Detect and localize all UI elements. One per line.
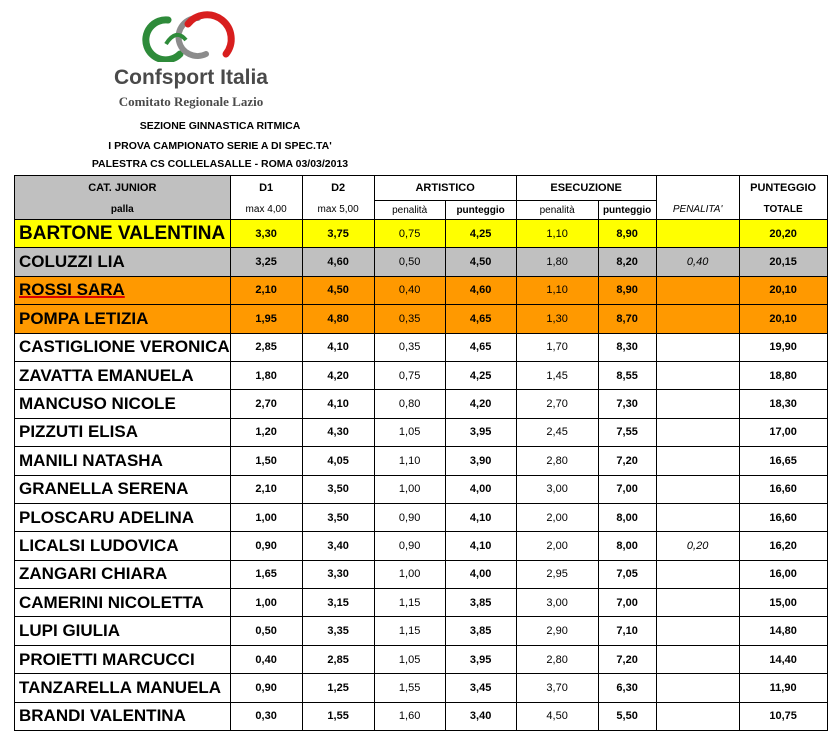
ese-punteggio: 7,00 <box>598 475 656 503</box>
d1-score: 0,30 <box>230 702 302 730</box>
d2-score: 3,15 <box>302 589 374 617</box>
d1-score: 1,20 <box>230 418 302 446</box>
penalita-value <box>656 560 739 588</box>
art-punteggio: 4,65 <box>445 333 516 361</box>
esecuzione-header: ESECUZIONE <box>516 176 656 201</box>
ese-penalita: 3,00 <box>516 589 598 617</box>
d1-score: 0,90 <box>230 674 302 702</box>
ese-penalita: 1,70 <box>516 333 598 361</box>
ese-punteggio: 7,10 <box>598 617 656 645</box>
penalita-value <box>656 645 739 673</box>
header-row-1 <box>15 176 828 201</box>
penalita-value <box>656 702 739 730</box>
ese-penalita: 2,70 <box>516 390 598 418</box>
athlete-name: COLUZZI LIA <box>15 248 231 276</box>
total-score: 16,60 <box>739 475 827 503</box>
d2-score: 4,20 <box>302 361 374 389</box>
ese-punteggio: 8,00 <box>598 503 656 531</box>
artistico-header: ARTISTICO <box>374 176 516 201</box>
d1-score: 1,00 <box>230 503 302 531</box>
art-penalita: 0,75 <box>374 220 445 248</box>
logo-subtitle: Comitato Regionale Lazio <box>118 94 264 109</box>
art-penalita: 0,75 <box>374 361 445 389</box>
d1-score: 2,70 <box>230 390 302 418</box>
art-punteggio: 4,60 <box>445 276 516 304</box>
ese-punteggio: 7,30 <box>598 390 656 418</box>
athlete-name: BARTONE VALENTINA <box>15 220 231 248</box>
d1-score: 2,10 <box>230 475 302 503</box>
d2-score: 4,60 <box>302 248 374 276</box>
art-punteggio-header: punteggio <box>445 201 516 220</box>
d1-score: 1,65 <box>230 560 302 588</box>
d2-score: 4,80 <box>302 305 374 333</box>
penalita-value <box>656 220 739 248</box>
art-punteggio: 3,85 <box>445 617 516 645</box>
athlete-name: CASTIGLIONE VERONICA <box>15 333 231 361</box>
art-punteggio: 3,90 <box>445 447 516 475</box>
ese-penalita: 1,10 <box>516 220 598 248</box>
header-row-2 <box>15 201 828 220</box>
d2-score: 3,75 <box>302 220 374 248</box>
ese-punteggio: 7,20 <box>598 447 656 475</box>
total-score: 17,00 <box>739 418 827 446</box>
table-row <box>15 305 828 333</box>
ese-punteggio-header: punteggio <box>598 201 656 220</box>
art-penalita: 0,90 <box>374 532 445 560</box>
athlete-name: PROIETTI MARCUCCI <box>15 645 231 673</box>
section-title: SEZIONE GINNASTICA RITMICA <box>139 120 301 132</box>
ese-punteggio: 8,20 <box>598 248 656 276</box>
art-punteggio: 3,40 <box>445 702 516 730</box>
art-penalita-header: penalità <box>374 201 445 220</box>
art-punteggio: 3,95 <box>445 645 516 673</box>
ese-penalita: 2,95 <box>516 560 598 588</box>
penalita-header-top <box>656 176 739 201</box>
penalita-value <box>656 276 739 304</box>
d2-score: 4,05 <box>302 447 374 475</box>
d1-score: 2,85 <box>230 333 302 361</box>
ese-penalita: 4,50 <box>516 702 598 730</box>
d2-score: 4,10 <box>302 390 374 418</box>
total-score: 16,65 <box>739 447 827 475</box>
results-table <box>14 175 828 731</box>
art-penalita: 1,00 <box>374 560 445 588</box>
ese-punteggio: 8,30 <box>598 333 656 361</box>
results-body <box>15 220 828 731</box>
penalita-value <box>656 589 739 617</box>
d1-score: 1,50 <box>230 447 302 475</box>
ese-punteggio: 5,50 <box>598 702 656 730</box>
art-penalita: 1,15 <box>374 617 445 645</box>
art-punteggio: 4,10 <box>445 532 516 560</box>
art-punteggio: 4,50 <box>445 248 516 276</box>
penalita-value <box>656 475 739 503</box>
d2-score: 4,30 <box>302 418 374 446</box>
art-penalita: 1,05 <box>374 645 445 673</box>
athlete-name: POMPA LETIZIA <box>15 305 231 333</box>
total-score: 16,20 <box>739 532 827 560</box>
table-row <box>15 702 828 730</box>
athlete-name: BRANDI VALENTINA <box>15 702 231 730</box>
d2-score: 3,50 <box>302 475 374 503</box>
table-row <box>15 447 828 475</box>
ese-punteggio: 7,55 <box>598 418 656 446</box>
penalita-value <box>656 361 739 389</box>
d2-score: 3,40 <box>302 532 374 560</box>
athlete-name: ZANGARI CHIARA <box>15 560 231 588</box>
art-punteggio: 4,00 <box>445 475 516 503</box>
total-score: 15,00 <box>739 589 827 617</box>
art-penalita: 0,80 <box>374 390 445 418</box>
total-score: 16,00 <box>739 560 827 588</box>
art-penalita: 1,60 <box>374 702 445 730</box>
apparatus-label: palla <box>15 201 231 220</box>
totale-header-2: TOTALE <box>739 201 827 220</box>
athlete-name: GRANELLA SERENA <box>15 475 231 503</box>
ese-penalita: 2,00 <box>516 503 598 531</box>
total-score: 20,10 <box>739 276 827 304</box>
ese-penalita: 1,10 <box>516 276 598 304</box>
ese-penalita: 2,80 <box>516 645 598 673</box>
table-row <box>15 589 828 617</box>
total-score: 20,20 <box>739 220 827 248</box>
art-punteggio: 4,25 <box>445 220 516 248</box>
athlete-name: MANCUSO NICOLE <box>15 390 231 418</box>
table-row <box>15 390 828 418</box>
penalita-value <box>656 390 739 418</box>
table-row <box>15 248 828 276</box>
d1-score: 3,25 <box>230 248 302 276</box>
penalita-value <box>656 333 739 361</box>
ese-punteggio: 7,00 <box>598 589 656 617</box>
art-punteggio: 4,20 <box>445 390 516 418</box>
d2-score: 2,85 <box>302 645 374 673</box>
table-row <box>15 645 828 673</box>
athlete-name: ZAVATTA EMANUELA <box>15 361 231 389</box>
total-score: 18,30 <box>739 390 827 418</box>
ese-penalita-header: penalità <box>516 201 598 220</box>
d1-score: 1,00 <box>230 589 302 617</box>
table-row <box>15 617 828 645</box>
totale-header-1: PUNTEGGIO <box>739 176 827 201</box>
total-score: 14,80 <box>739 617 827 645</box>
d2-score: 3,50 <box>302 503 374 531</box>
table-row <box>15 220 828 248</box>
d2-score: 4,10 <box>302 333 374 361</box>
ese-penalita: 1,30 <box>516 305 598 333</box>
ese-penalita: 2,00 <box>516 532 598 560</box>
art-penalita: 1,15 <box>374 589 445 617</box>
logo-title: Confsport Italia <box>113 66 268 89</box>
ese-punteggio: 8,90 <box>598 220 656 248</box>
athlete-name: CAMERINI NICOLETTA <box>15 589 231 617</box>
athlete-name: ROSSI SARA <box>15 276 231 304</box>
d2-score: 4,50 <box>302 276 374 304</box>
d2-score: 1,25 <box>302 674 374 702</box>
penalita-value <box>656 305 739 333</box>
total-score: 20,10 <box>739 305 827 333</box>
athlete-name: LICALSI LUDOVICA <box>15 532 231 560</box>
d1-score: 0,90 <box>230 532 302 560</box>
athlete-name: TANZARELLA MANUELA <box>15 674 231 702</box>
category-cell <box>15 176 231 201</box>
art-penalita: 1,05 <box>374 418 445 446</box>
art-punteggio: 3,95 <box>445 418 516 446</box>
ese-punteggio: 7,05 <box>598 560 656 588</box>
art-penalita: 1,00 <box>374 475 445 503</box>
confsport-logo <box>96 10 286 109</box>
d1-max: max 4,00 <box>230 201 302 220</box>
ese-penalita: 2,80 <box>516 447 598 475</box>
d1-header: D1 <box>230 176 302 201</box>
penalita-value: 0,40 <box>656 248 739 276</box>
ese-penalita: 2,90 <box>516 617 598 645</box>
ese-penalita: 3,70 <box>516 674 598 702</box>
d2-score: 3,30 <box>302 560 374 588</box>
art-penalita: 0,90 <box>374 503 445 531</box>
total-score: 18,80 <box>739 361 827 389</box>
ese-punteggio: 8,70 <box>598 305 656 333</box>
d2-max: max 5,00 <box>302 201 374 220</box>
penalita-value <box>656 418 739 446</box>
table-row <box>15 475 828 503</box>
table-row <box>15 560 828 588</box>
table-row <box>15 276 828 304</box>
total-score: 11,90 <box>739 674 827 702</box>
competition-title: I PROVA CAMPIONATO SERIE A DI SPEC.TA' <box>108 140 332 152</box>
penalita-value <box>656 674 739 702</box>
penalita-value <box>656 447 739 475</box>
art-penalita: 0,40 <box>374 276 445 304</box>
ese-punteggio: 8,55 <box>598 361 656 389</box>
ese-penalita: 2,45 <box>516 418 598 446</box>
art-penalita: 1,55 <box>374 674 445 702</box>
total-score: 16,60 <box>739 503 827 531</box>
art-punteggio: 3,85 <box>445 589 516 617</box>
total-score: 20,15 <box>739 248 827 276</box>
table-row <box>15 361 828 389</box>
total-score: 19,90 <box>739 333 827 361</box>
table-row <box>15 418 828 446</box>
art-punteggio: 3,45 <box>445 674 516 702</box>
ese-punteggio: 7,20 <box>598 645 656 673</box>
table-row <box>15 674 828 702</box>
d1-score: 0,50 <box>230 617 302 645</box>
penalita-value <box>656 617 739 645</box>
athlete-name: LUPI GIULIA <box>15 617 231 645</box>
art-penalita: 0,35 <box>374 333 445 361</box>
ese-penalita: 1,45 <box>516 361 598 389</box>
art-penalita: 0,50 <box>374 248 445 276</box>
art-punteggio: 4,00 <box>445 560 516 588</box>
d2-score: 1,55 <box>302 702 374 730</box>
penalita-value <box>656 503 739 531</box>
d1-score: 2,10 <box>230 276 302 304</box>
ese-penalita: 3,00 <box>516 475 598 503</box>
athlete-name: PIZZUTI ELISA <box>15 418 231 446</box>
penalita-value: 0,20 <box>656 532 739 560</box>
confsport-rings-icon <box>136 10 246 62</box>
art-punteggio: 4,65 <box>445 305 516 333</box>
athlete-name: MANILI NATASHA <box>15 447 231 475</box>
penalita-header: PENALITA' <box>656 201 739 220</box>
ese-punteggio: 8,90 <box>598 276 656 304</box>
total-score: 10,75 <box>739 702 827 730</box>
category-label: CAT. JUNIOR <box>88 182 157 195</box>
d1-score: 1,80 <box>230 361 302 389</box>
table-row <box>15 333 828 361</box>
art-punteggio: 4,10 <box>445 503 516 531</box>
d1-score: 1,95 <box>230 305 302 333</box>
venue-date: PALESTRA CS COLLELASALLE - ROMA 03/03/2013 <box>91 158 349 170</box>
art-penalita: 1,10 <box>374 447 445 475</box>
table-row <box>15 532 828 560</box>
ese-punteggio: 8,00 <box>598 532 656 560</box>
ese-penalita: 1,80 <box>516 248 598 276</box>
table-row <box>15 503 828 531</box>
ese-punteggio: 6,30 <box>598 674 656 702</box>
art-punteggio: 4,25 <box>445 361 516 389</box>
d2-header: D2 <box>302 176 374 201</box>
d1-score: 3,30 <box>230 220 302 248</box>
athlete-name: PLOSCARU ADELINA <box>15 503 231 531</box>
d1-score: 0,40 <box>230 645 302 673</box>
total-score: 14,40 <box>739 645 827 673</box>
d2-score: 3,35 <box>302 617 374 645</box>
art-penalita: 0,35 <box>374 305 445 333</box>
